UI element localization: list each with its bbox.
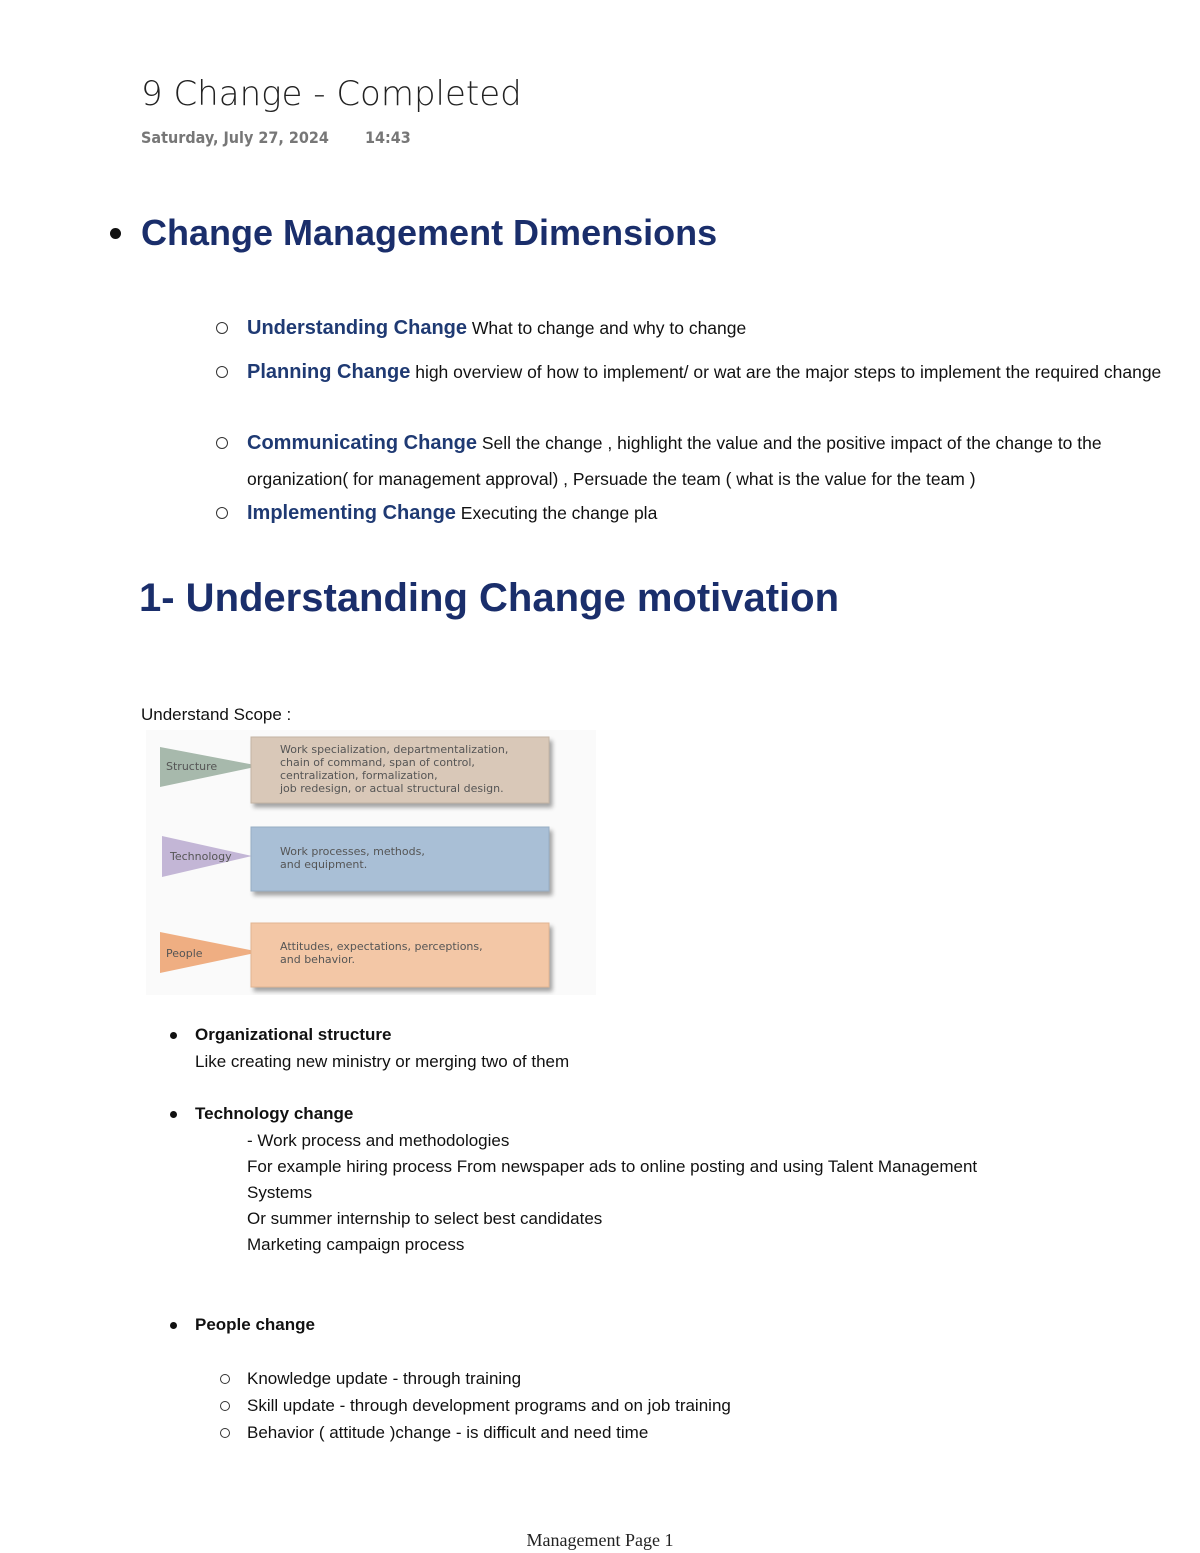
section-heading: 1- Understanding Change motivation bbox=[139, 576, 840, 620]
people-text-line: and behavior. bbox=[280, 953, 355, 966]
structure-text-line: centralization, formalization, bbox=[280, 769, 438, 782]
dimension-text: Sell the change , highlight the value and the positive impact of the change to the organization( for management approval) , Persuade the team ( what is the value for the team ) bbox=[247, 433, 1102, 489]
dimension-head: Implementing Change bbox=[247, 502, 456, 524]
org-structure-desc: Like creating new ministry or merging two of them bbox=[195, 1051, 570, 1071]
org-structure-item bbox=[170, 1022, 569, 1075]
technology-label: Technology bbox=[170, 850, 232, 863]
page-time: 14:43 bbox=[364, 128, 411, 147]
circle-bullet-icon bbox=[216, 437, 228, 449]
scope-label: Understand Scope : bbox=[141, 705, 292, 724]
circle-bullet-icon bbox=[220, 1374, 230, 1384]
technology-change-details bbox=[247, 1128, 977, 1258]
detail-line: Or summer internship to select best candidates bbox=[247, 1209, 603, 1228]
circle-bullet-icon bbox=[216, 366, 228, 378]
dimension-text: Executing the change pla bbox=[455, 503, 658, 523]
people-change-subitem bbox=[220, 1419, 648, 1446]
dimension-item bbox=[216, 495, 1176, 531]
dimension-head: Understanding Change bbox=[247, 317, 468, 339]
detail-line: - Work process and methodologies bbox=[247, 1131, 510, 1150]
people-text-line: Attitudes, expectations, perceptions, bbox=[280, 940, 483, 953]
dimension-head: Communicating Change bbox=[247, 432, 478, 454]
circle-bullet-icon bbox=[216, 507, 228, 519]
technology-change-title: Technology change bbox=[195, 1104, 354, 1123]
bullet-icon bbox=[170, 1322, 177, 1329]
dimension-text: high overview of how to implement/ or wat are the major steps to implement the required change bbox=[410, 362, 1162, 382]
structure-text-line: Work specialization, departmentalization, bbox=[280, 743, 509, 756]
subitem-text: Knowledge update - through training bbox=[247, 1369, 522, 1388]
page-timestamp bbox=[141, 128, 411, 147]
scope-diagram bbox=[146, 730, 596, 995]
detail-line: Marketing campaign process bbox=[247, 1235, 465, 1254]
page-title: 9 Change - Completed bbox=[141, 74, 522, 114]
bullet-icon bbox=[170, 1032, 177, 1039]
circle-bullet-icon bbox=[216, 322, 228, 334]
people-label: People bbox=[166, 947, 203, 960]
org-structure-title: Organizational structure bbox=[195, 1025, 392, 1044]
people-change-subitem bbox=[220, 1392, 731, 1419]
dimension-item bbox=[216, 425, 1176, 497]
technology-text-line: Work processes, methods, bbox=[280, 845, 425, 858]
dimension-text: What to change and why to change bbox=[467, 318, 747, 338]
heading-bullet bbox=[110, 228, 121, 239]
dimension-item bbox=[216, 354, 1176, 390]
people-change-title: People change bbox=[195, 1315, 315, 1334]
circle-bullet-icon bbox=[220, 1428, 230, 1438]
detail-line: Systems bbox=[247, 1183, 313, 1202]
dimensions-heading: Change Management Dimensions bbox=[141, 212, 718, 253]
subitem-text: Behavior ( attitude )change - is difficult and need time bbox=[247, 1423, 649, 1442]
people-change-item bbox=[170, 1312, 315, 1339]
technology-text-line: and equipment. bbox=[280, 858, 368, 871]
structure-text-line: chain of command, span of control, bbox=[280, 756, 475, 769]
structure-label: Structure bbox=[166, 760, 218, 773]
page-date: Saturday, July 27, 2024 bbox=[141, 128, 329, 147]
page-footer: Management Page 1 bbox=[526, 1530, 674, 1550]
subitem-text: Skill update - through development programs and on job training bbox=[247, 1396, 731, 1415]
circle-bullet-icon bbox=[220, 1401, 230, 1411]
people-change-subitem bbox=[220, 1365, 521, 1392]
dimension-head: Planning Change bbox=[247, 361, 411, 383]
dimension-item bbox=[216, 310, 1176, 346]
technology-change-item bbox=[170, 1101, 353, 1128]
structure-text-line: job redesign, or actual structural design. bbox=[280, 782, 504, 795]
detail-line: For example hiring process From newspaper ads to online posting and using Talent Management bbox=[247, 1157, 978, 1176]
bullet-icon bbox=[170, 1111, 177, 1118]
